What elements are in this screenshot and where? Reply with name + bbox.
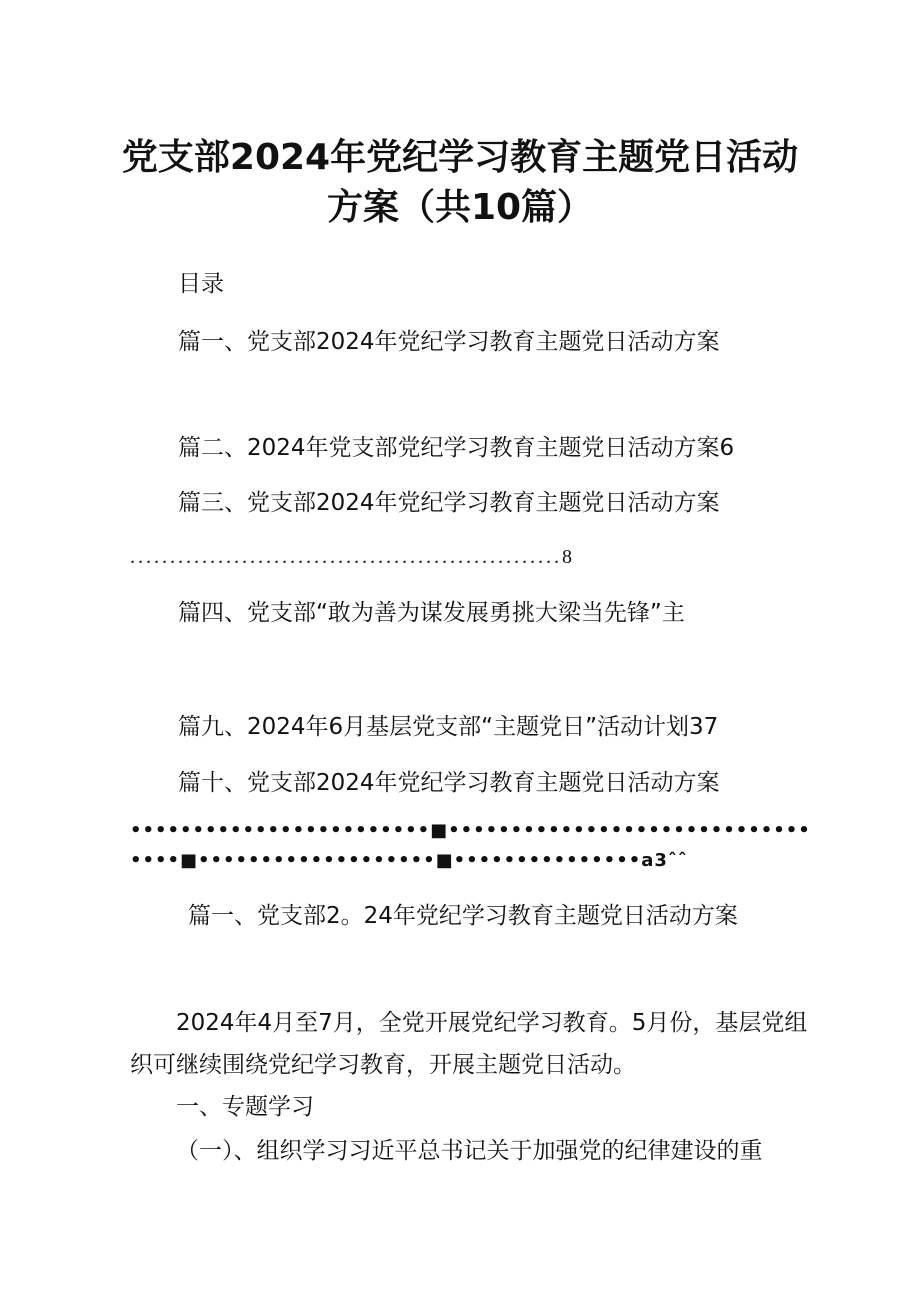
toc-heading: 目录: [178, 271, 224, 297]
toc-item-10[interactable]: 篇十、党支部2024年党纪学习教育主题党日活动方案: [178, 770, 720, 796]
subheading-1: （一）、组织学习习近平总书记关于加强党的纪律建设的重: [176, 1138, 763, 1164]
paragraph-1-line-2: 织可继续围绕党纪学习教育，开展主题党日活动。: [130, 1052, 636, 1078]
toc-item-3-leader: ......................................................8: [130, 546, 575, 568]
toc-item-3[interactable]: 篇三、党支部2024年党纪学习教育主题党日活动方案: [178, 490, 720, 516]
toc-item-2[interactable]: 篇二、2024年党支部党纪学习教育主题党日活动方案6: [178, 435, 735, 461]
section-heading: 篇一、党支部2。24年党纪学习教育主题党日活动方案: [188, 903, 738, 929]
toc-item-1[interactable]: 篇一、党支部2024年党纪学习教育主题党日活动方案: [178, 329, 720, 355]
document-title-line-1: 党支部2024年党纪学习教育主题党日活动: [121, 137, 799, 178]
toc-item-10-leader-2: ••••■•••••••••••••••••••■•••••••••••••••a3ˆˆ: [130, 850, 688, 871]
toc-item-4[interactable]: 篇四、党支部“敢为善为谋发展勇挑大梁当先锋”主: [178, 600, 685, 626]
document-title-line-2: 方案（共10篇）: [326, 187, 594, 228]
toc-item-9[interactable]: 篇九、2024年6月基层党支部“主题党日”活动计划37: [178, 714, 719, 740]
paragraph-1-line-1: 2024年4月至7月，全党开展党纪学习教育。5月份，基层党组: [176, 1010, 808, 1036]
toc-item-10-leader-1: ••••••••••••••••••••••••■•••••••••••••••••••••••••••••: [130, 820, 811, 841]
heading-1: 一、专题学习: [176, 1094, 314, 1120]
